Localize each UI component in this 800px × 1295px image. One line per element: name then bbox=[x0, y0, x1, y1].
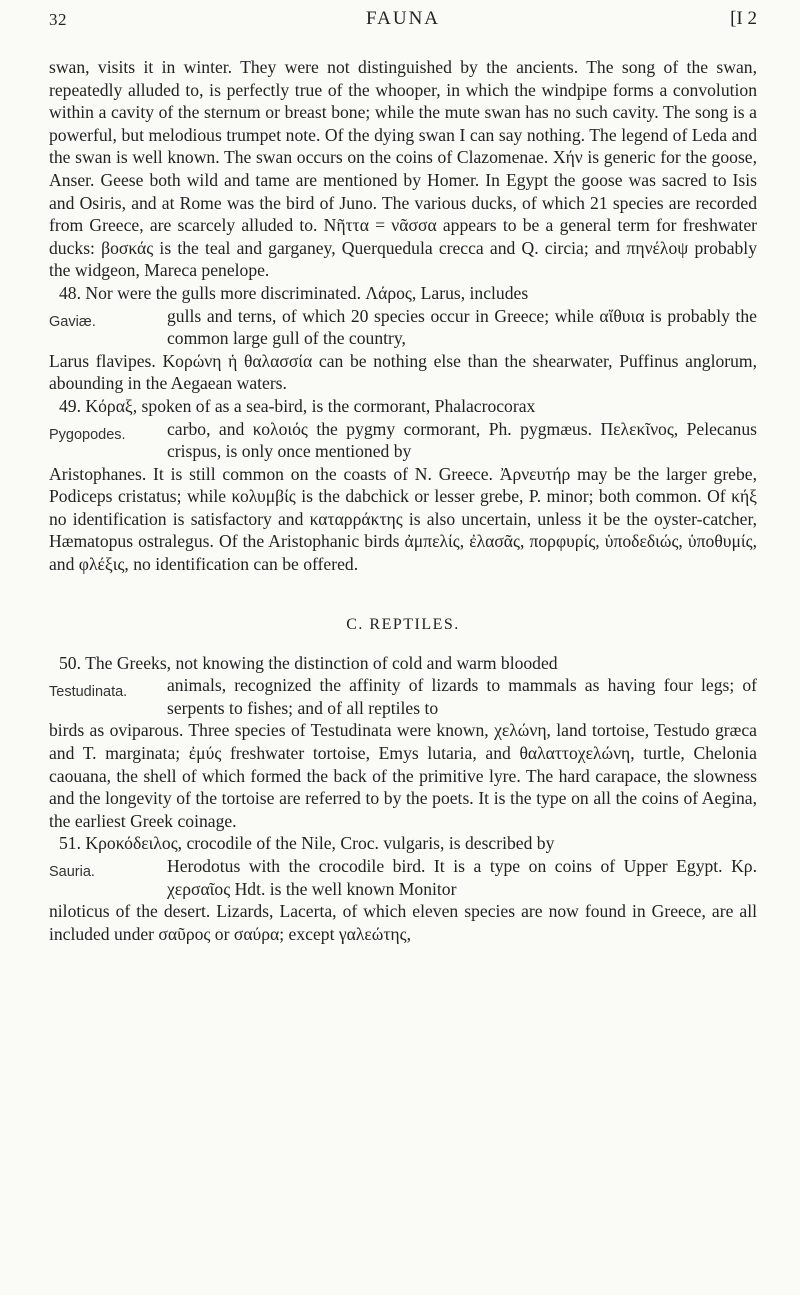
paragraph-48-first-line bbox=[49, 282, 757, 305]
section-mark: [I 2 bbox=[730, 8, 757, 29]
paragraph-50 bbox=[49, 652, 757, 833]
paragraph-number: 50. bbox=[59, 652, 81, 673]
paragraph-51-first-line bbox=[49, 832, 757, 855]
page-header bbox=[49, 0, 757, 56]
paragraph-51-rest: niloticus of the desert. Lizards, Lacerta, of which eleven species are now found in Greece, are all included under σαῦρος or σαύρα; except γαλεώτης, bbox=[49, 901, 757, 944]
margin-label-pygopodes: Pygopodes. bbox=[49, 426, 126, 443]
paragraph-51 bbox=[49, 832, 757, 945]
margin-label-sauria: Sauria. bbox=[49, 864, 95, 881]
paragraph-number: 48. bbox=[59, 282, 81, 303]
book-page bbox=[49, 0, 757, 945]
paragraph-number: 51. bbox=[59, 833, 81, 854]
paragraph-49-indented: carbo, and κολοιός the pygmy cormorant, Ph. pygmæus. Πελεκῖνος, Pelecanus crispus, is only once mentioned by bbox=[167, 418, 757, 462]
margin-label-testudinata: Testudinata. bbox=[49, 683, 128, 700]
paragraph-text: The Greeks, not knowing the distinction of cold and warm blooded bbox=[85, 652, 558, 673]
paragraph-text: Nor were the gulls more discriminated. Λάρος, Larus, includes bbox=[85, 282, 529, 303]
paragraph-text: Κροκόδειλος, crocodile of the Nile, Croc. vulgaris, is described by bbox=[85, 833, 555, 854]
paragraph-swans-geese-ducks: swan, visits it in winter. They were not distinguished by the ancients. The song of the swan, repeatedly alluded to, is perfectly true of the whooper, in which the windpipe forms a convolution within a cavity of the sternum or breast bone; while the mute swan has no such cavity. The song is a powerful, but melodious trumpet note. Of the dying swan I can say nothing. The legend of Leda and the swan is well known. The swan occurs on the coins of Clazomenae. Χήν is generic for the goose, Anser. Geese both wild and tame are mentioned by Homer. In Egypt the goose was sacred to Isis and Osiris, and at Rome was the bird of Juno. The various ducks, of which 21 species are recorded from Greece, are scarcely alluded to. Νῆττα = νᾶσσα appears to be a general term for freshwater ducks: βοσκάς is the teal and garganey, Querquedula crecca and Q. circia; and πηνέλοψ probably the widgeon, Mareca penelope. bbox=[49, 57, 757, 281]
paragraph-49-first-line bbox=[49, 395, 757, 418]
margin-label-gaviae: Gaviæ. bbox=[49, 313, 96, 330]
paragraph-51-indented: Herodotus with the crocodile bird. It is a type on coins of Upper Egypt. Κρ. χερσαῖος Hdt. is the well known Monitor bbox=[167, 856, 757, 899]
paragraph-number: 49. bbox=[59, 395, 81, 416]
paragraph-48 bbox=[49, 282, 757, 395]
section-heading-reptiles: C. REPTILES. bbox=[346, 615, 460, 633]
paragraph-48-indented: gulls and terns, of which 20 species occur in Greece; while αἴθυια is probably the common large gull of the country, bbox=[167, 305, 757, 349]
paragraph-50-indented: animals, recognized the affinity of lizards to mammals as having four legs; of serpents to fishes; and of all reptiles to bbox=[167, 675, 757, 718]
paragraph-50-first-line bbox=[49, 652, 757, 675]
paragraph-50-rest: birds as oviparous. Three species of Testudinata were known, χελώνη, land tortoise, Testudo græca and T. marginata; ἐμύς freshwater tortoise, Emys lutaria, and θαλαττοχελώνη, turtle, Chelonia caouana, the shell of which formed the back of the primitive lyre. The hard carapace, the slowness and the longevity of the tortoise are referred to by the poets. It is the type on all the coins of Aegina, the earliest Greek coinage. bbox=[49, 720, 757, 831]
page-number: 32 bbox=[49, 10, 67, 29]
running-title: FAUNA bbox=[365, 8, 441, 29]
paragraph-49-rest: Aristophanes. It is still common on the coasts of N. Greece. Ἀρνευτήρ may be the larger grebe, Podiceps cristatus; while κολυμβίς is the dabchick or lesser grebe, P. minor; both common. Of κήξ no identification is satisfactory and καταρράκτης is also uncertain, unless it be the oyster-catcher, Hæmatopus ostralegus. Of the Aristophanic birds ἀμπελίς, ἐλασᾶς, πορφυρίς, ὑποδεδιώς, ὑποθυμίς, and φλέξις, no identification can be offered. bbox=[49, 463, 757, 575]
paragraph-49 bbox=[49, 395, 757, 576]
paragraph-48-rest: Larus flavipes. Κορώνη ἡ θαλασσία can be nothing else than the shearwater, Puffinus anglorum, abounding in the Aegaean waters. bbox=[49, 350, 757, 394]
paragraph-text: Κόραξ, spoken of as a sea-bird, is the cormorant, Phalacrocorax bbox=[85, 395, 536, 416]
